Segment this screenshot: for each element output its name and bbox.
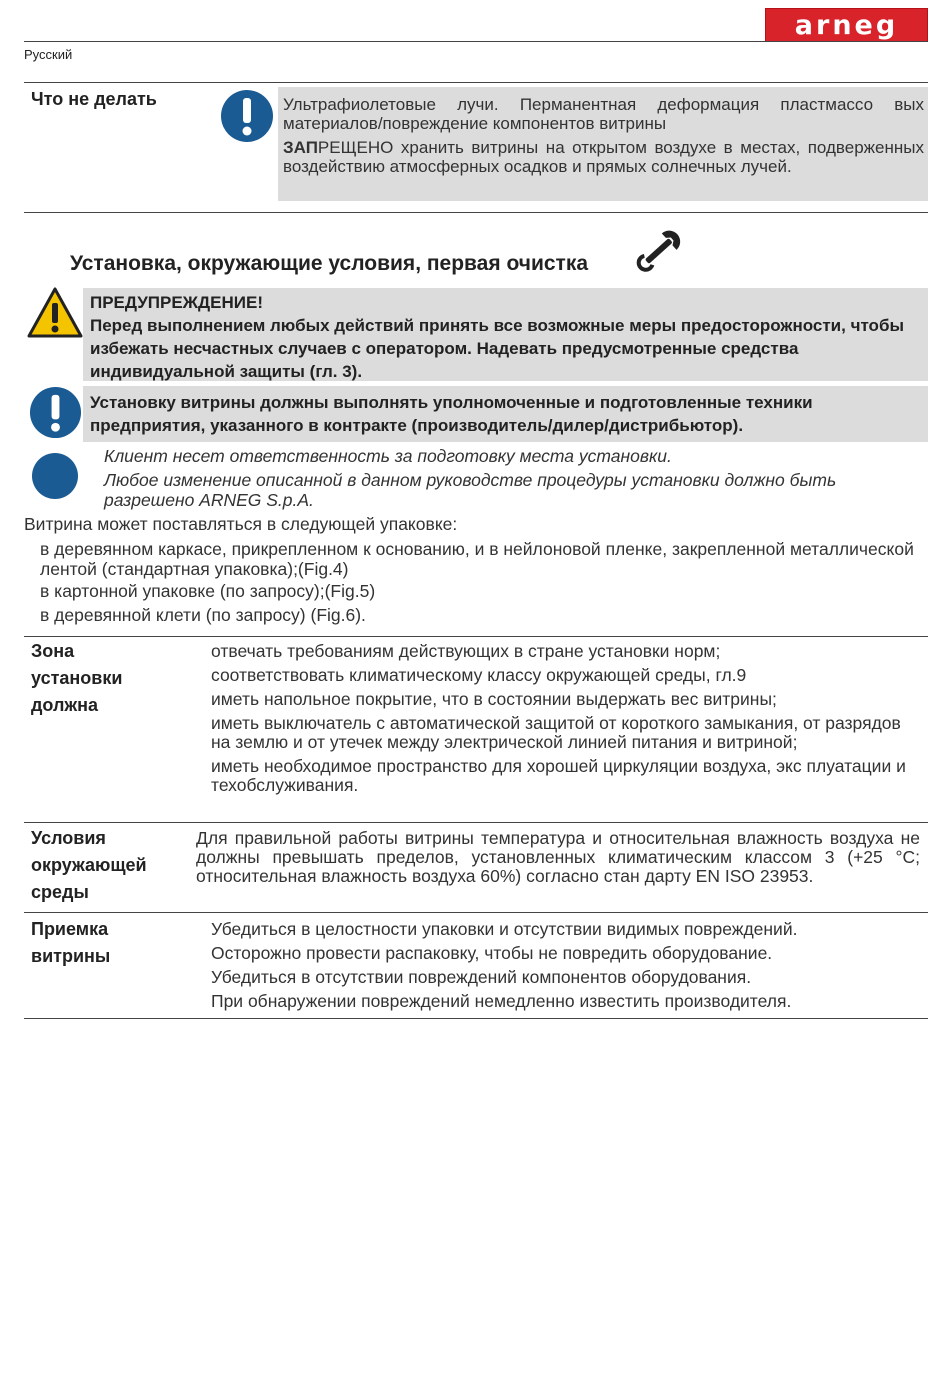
zone-requirement: иметь выключатель с автоматической защитой от короткого замыкания, от разрядов на землю и от утечек между электрической линией питания и витриной; [211, 713, 901, 752]
zone-label-line: установки [31, 668, 123, 688]
dont-text-2-bold: ЗАП [283, 138, 318, 157]
mandatory-box [83, 386, 928, 442]
conditions-label-line: Условия [31, 828, 106, 848]
dont-text-box [278, 87, 928, 201]
divider [24, 912, 928, 913]
warning-box [83, 288, 928, 381]
zone-requirements-list [211, 642, 923, 800]
zone-requirement: иметь необходимое пространство для хорошей циркуляции воздуха, экс плуатации и техобслуживания. [211, 756, 906, 795]
info-line-1: Клиент несет ответственность за подготовку места установки. [104, 446, 672, 466]
header-divider [24, 41, 928, 42]
zone-label-line: Зона [31, 641, 75, 661]
arneg-logo: arneg [765, 8, 928, 42]
conditions-label [31, 825, 147, 906]
acceptance-label-line: Приемка [31, 919, 109, 939]
divider [24, 822, 928, 823]
conditions-label-line: среды [31, 882, 89, 902]
zone-requirement: иметь напольное покрытие, что в состоянии выдержать вес витрины; [211, 689, 777, 709]
info-line-2: Любое изменение описанной в данном руководстве процедуры установки должно быть разрешено ARNEG S.p.A. [104, 470, 837, 510]
zone-requirement: отвечать требованиям действующих в стране установки норм; [211, 641, 721, 661]
zone-label-line: должна [31, 695, 99, 715]
dont-text-1: Ультрафиолетовые лучи. Перманентная деформация пластмассо вых материалов/повреждение компонентов витрины [283, 95, 924, 133]
dont-label: Что не делать [31, 89, 157, 109]
conditions-text: Для правильной работы витрины температура и относительная влажность воздуха не должны превышать пределов, установленных климатическим классом 3 (+25 °C; относительная влажность воздуха 60%) согласно стан дарту EN ISO 23953. [196, 828, 920, 886]
acceptance-item: Убедиться в целостности упаковки и отсутствии видимых повреждений. [211, 919, 798, 939]
conditions-label-line: окружающей [31, 855, 147, 875]
acceptance-label-line: витрины [31, 946, 111, 966]
acceptance-label [31, 916, 110, 970]
acceptance-item: Убедиться в отсутствии повреждений компонентов оборудования. [211, 967, 752, 987]
mandatory-action-icon [219, 88, 275, 144]
divider [24, 636, 928, 637]
acceptance-list [211, 920, 923, 1016]
dont-text-2-rest: РЕЩЕНО хранить витрины на открытом воздухе в местах, подверженных воздействию атмосферных осадков и прямых солнечных лучей. [283, 138, 924, 176]
acceptance-item: При обнаружении повреждений немедленно известить производителя. [211, 991, 792, 1011]
zone-requirement: соответствовать климатическому классу окружающей среды, гл.9 [211, 665, 747, 685]
divider [24, 1018, 928, 1019]
section-title: Установка, окружающие условия, первая очистка [70, 252, 589, 275]
packaging-item: в деревянной клети (по запросу) (Fig.6). [40, 605, 366, 625]
divider [24, 212, 928, 213]
language-label: Русский [24, 47, 73, 62]
packaging-item: в картонной упаковке (по запросу);(Fig.5) [40, 581, 376, 601]
dont-text-2 [278, 133, 928, 176]
acceptance-item: Осторожно провести распаковку, чтобы не повредить оборудование. [211, 943, 773, 963]
zone-label [31, 638, 122, 719]
mandatory-action-icon [28, 385, 83, 440]
info-icon [31, 452, 79, 500]
packaging-item: в деревянном каркасе, прикрепленном к основанию, и в нейлоновой пленке, закрепленной металлической лентой (стандартная упаковка);(Fig.4) [40, 539, 914, 579]
warning-icon [26, 286, 84, 340]
warning-title: ПРЕДУПРЕЖДЕНИЕ! [90, 293, 263, 312]
packaging-intro: Витрина может поставляться в следующей упаковке: [24, 514, 458, 534]
mandatory-text: Установку витрины должны выполнять уполномоченные и подготовленные техники предприятия, указанного в контракте (производитель/дилер/дистрибьютор). [90, 393, 813, 435]
divider [24, 82, 928, 83]
wrench-icon [634, 224, 688, 274]
warning-text: Перед выполнением любых действий принять все возможные меры предосторожности, чтобы избежать несчастных случаев с оператором. Надевать предусмотренные средства индивидуальной защиты (гл. 3). [90, 316, 904, 381]
